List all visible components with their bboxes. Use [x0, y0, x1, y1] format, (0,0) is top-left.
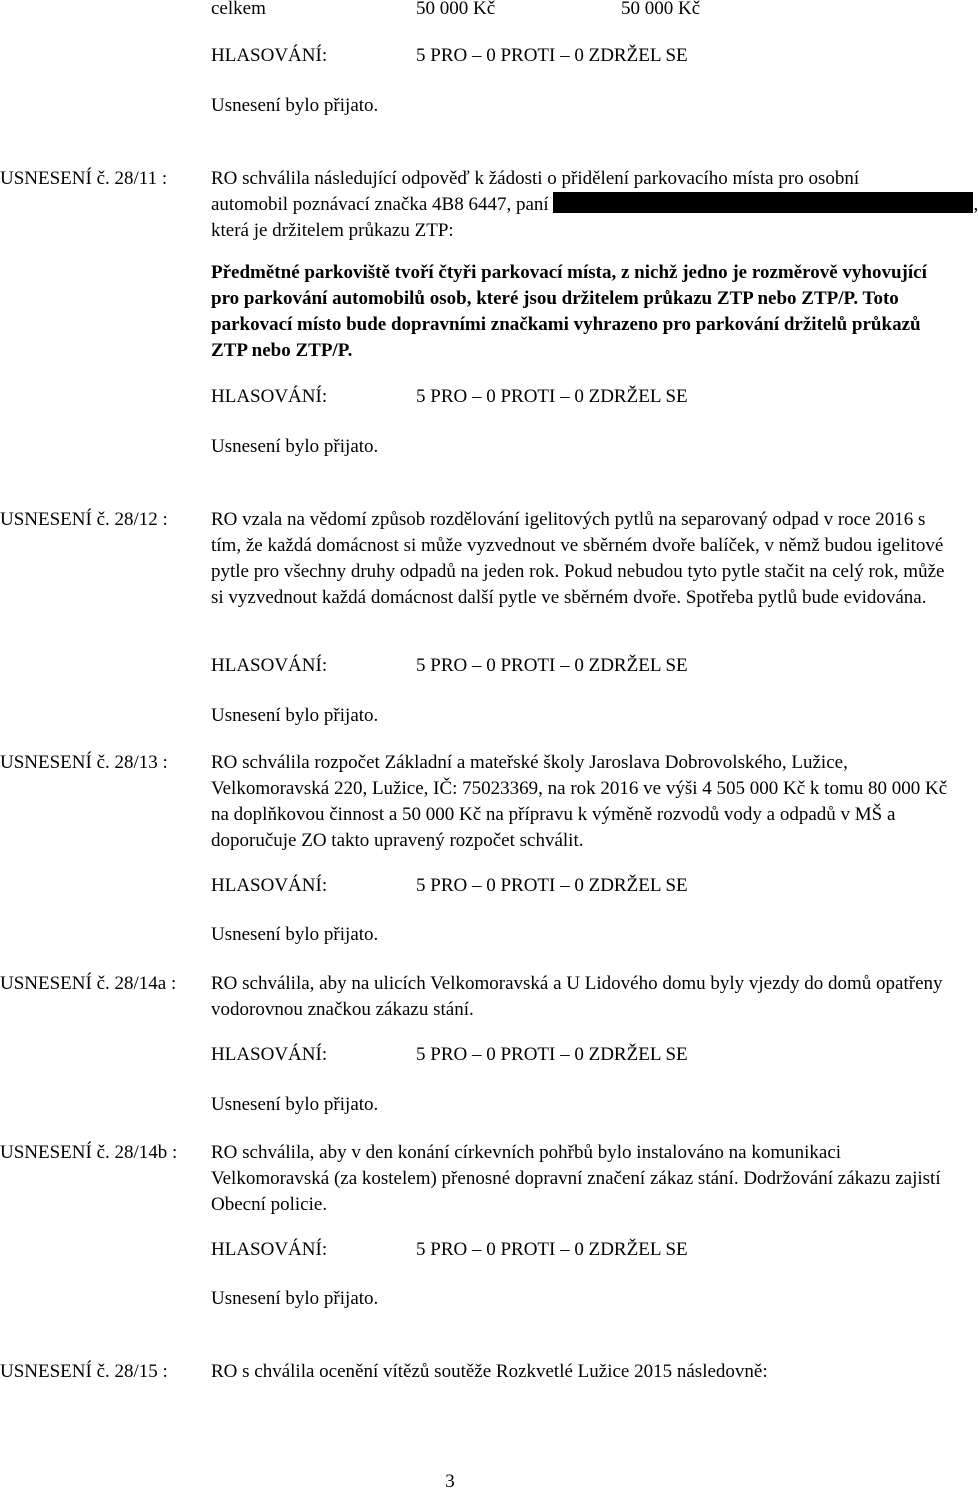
resolution-accepted: Usnesení bylo přijato. — [211, 1288, 379, 1309]
resolution-28-11-line2-text: automobil poznávací značka 4B8 6447, paní — [211, 194, 549, 215]
vote-result: 5 PRO – 0 PROTI – 0 ZDRŽEL SE — [416, 1239, 688, 1260]
page-number: 3 — [445, 1471, 455, 1492]
resolution-accepted: Usnesení bylo přijato. — [211, 1094, 379, 1115]
total-amount-2: 50 000 Kč — [621, 0, 701, 19]
vote-result: 5 PRO – 0 PROTI – 0 ZDRŽEL SE — [416, 1044, 688, 1065]
resolution-28-11-line2 — [211, 192, 978, 218]
resolution-accepted: Usnesení bylo přijato. — [211, 436, 379, 457]
resolution-label-28-13: USNESENÍ č. 28/13 : — [0, 752, 168, 773]
resolution-28-11-line1: RO schválila následující odpověď k žádosti o přidělení parkovacího místa pro osobní — [211, 168, 860, 189]
vote-result: 5 PRO – 0 PROTI – 0 ZDRŽEL SE — [416, 386, 688, 407]
vote-label: HLASOVÁNÍ: — [211, 655, 328, 676]
resolution-label-28-12: USNESENÍ č. 28/12 : — [0, 509, 168, 530]
resolution-28-14b-text: RO schválila, aby v den konání církevních pohřbů bylo instalováno na komunikaci Velkomoravská (za kostelem) přenosné dopravní značení zákaz stání. Dodržování zákazu zajistí Obecní policie. — [211, 1142, 941, 1215]
vote-label: HLASOVÁNÍ: — [211, 1239, 328, 1260]
vote-label: HLASOVÁNÍ: — [211, 386, 328, 407]
resolution-accepted: Usnesení bylo přijato. — [211, 705, 379, 726]
resolution-28-11-line3: která je držitelem průkazu ZTP: — [211, 220, 454, 241]
resolution-28-15-text: RO s chválila ocenění vítězů soutěže Rozkvetlé Lužice 2015 následovně: — [211, 1361, 768, 1382]
vote-result: 5 PRO – 0 PROTI – 0 ZDRŽEL SE — [416, 45, 688, 66]
resolution-28-12-text: RO vzala na vědomí způsob rozdělování igelitových pytlů na separovaný odpad v roce 2016 s tím, že každá domácnost si může vyzvednout ve sběrném dvoře balíček, v němž budou igelitové pytle pro všechny druhy odpadů na jeden rok. Pokud nebudou tyto pytle stačit na celý rok, může si vyzvednout každá domácnost další pytle ve sběrném dvoře. Spotřeba pytlů bude evidována. — [211, 509, 945, 608]
resolution-label-28-14a: USNESENÍ č. 28/14a : — [0, 973, 177, 994]
resolution-label-28-15: USNESENÍ č. 28/15 : — [0, 1361, 168, 1382]
vote-result: 5 PRO – 0 PROTI – 0 ZDRŽEL SE — [416, 875, 688, 896]
resolution-28-14a-text: RO schválila, aby na ulicích Velkomoravská a U Lidového domu byly vjezdy do domů opatřeny vodorovnou značkou zákazu stání. — [211, 973, 943, 1020]
resolution-28-11-line2-comma: , — [973, 194, 978, 215]
resolution-label-28-14b: USNESENÍ č. 28/14b : — [0, 1142, 178, 1163]
resolution-accepted: Usnesení bylo přijato. — [211, 924, 379, 945]
resolution-accepted: Usnesení bylo přijato. — [211, 95, 379, 116]
total-amount-1: 50 000 Kč — [416, 0, 496, 19]
resolution-28-13-text: RO schválila rozpočet Základní a mateřské školy Jaroslava Dobrovolského, Lužice, Velkomoravská 220, Lužice, IČ: 75023369, na rok 2016 ve výši 4 505 000 Kč k tomu 80 000 Kč na doplňkovou činnost a 50 000 Kč na přípravu k výměně rozvodů vody a odpadů v MŠ a doporučuje ZO takto upravený rozpočet schválit. — [211, 752, 948, 851]
total-label: celkem — [211, 0, 266, 19]
resolution-label-28-11: USNESENÍ č. 28/11 : — [0, 168, 168, 189]
vote-label: HLASOVÁNÍ: — [211, 875, 328, 896]
redacted-name-block — [553, 192, 973, 213]
vote-label: HLASOVÁNÍ: — [211, 45, 328, 66]
resolution-28-11-bold-text: Předmětné parkoviště tvoří čtyři parkovací místa, z nichž jedno je rozměrově vyhovující pro parkování automobilů osob, které jsou držitelem průkazu ZTP nebo ZTP/P. Toto parkovací místo bude dopravními značkami vyhrazeno pro parkování držitelů průkazů ZTP nebo ZTP/P. — [211, 262, 927, 361]
vote-label: HLASOVÁNÍ: — [211, 1044, 328, 1065]
vote-result: 5 PRO – 0 PROTI – 0 ZDRŽEL SE — [416, 655, 688, 676]
